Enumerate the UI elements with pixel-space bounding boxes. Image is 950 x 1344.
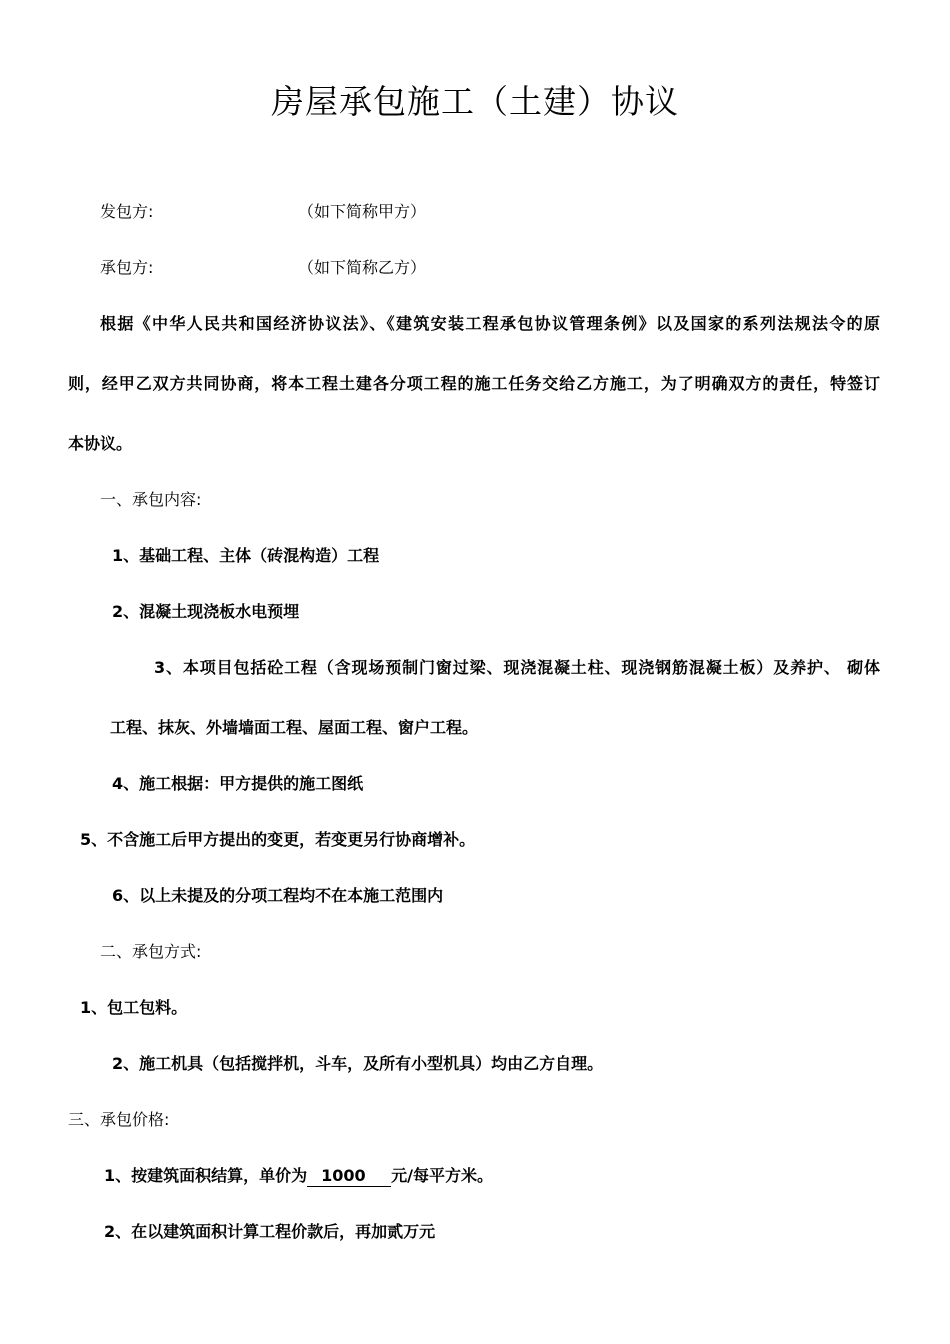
issuer-note: （如下简称甲方） <box>298 202 427 221</box>
issuer-label: 发包方: <box>100 202 154 221</box>
section-1-item-4: 4、施工根据：甲方提供的施工图纸 <box>112 774 364 793</box>
section-1-item-5: 5、不含施工后甲方提出的变更，若变更另行协商增补。 <box>80 830 476 849</box>
section-1-item-3: 3、本项目包括砼工程（含现场预制门窗过梁、现浇混凝土柱、现浇钢筋混凝土板）及养护、 砌体 <box>154 658 880 677</box>
section-3-heading: 三、承包价格: <box>68 1110 170 1129</box>
section-1-heading: 一、承包内容: <box>100 490 202 509</box>
section-1-item-2: 2、混凝土现浇板水电预埋 <box>112 602 300 621</box>
section-2-item-2: 2、施工机具（包括搅拌机，斗车，及所有小型机具）均由乙方自理。 <box>112 1054 604 1073</box>
section-3-item-1 <box>104 1164 493 1188</box>
price-suffix: 元/每平方米。 <box>391 1166 493 1185</box>
preamble-line-3: 本协议。 <box>68 434 133 453</box>
contractor-label: 承包方: <box>100 258 154 277</box>
section-2-item-1: 1、包工包料。 <box>80 998 188 1017</box>
document-title: 房屋承包施工（土建）协议 <box>271 82 679 121</box>
unit-price-field: 1000 <box>307 1166 391 1187</box>
section-2-heading: 二、承包方式: <box>100 942 202 961</box>
section-1-item-1: 1、基础工程、主体（砖混构造）工程 <box>112 546 380 565</box>
preamble-line-2: 则，经甲乙双方共同协商，将本工程土建各分项工程的施工任务交给乙方施工，为了明确双方的责任，特签订 <box>68 374 880 393</box>
contractor-note: （如下简称乙方） <box>298 258 427 277</box>
section-1-item-3-continued: 工程、抹灰、外墙墙面工程、屋面工程、窗户工程。 <box>110 718 479 737</box>
price-prefix: 1、按建筑面积结算，单价为 <box>104 1166 308 1185</box>
section-1-item-6: 6、以上未提及的分项工程均不在本施工范围内 <box>112 886 444 905</box>
preamble-line-1: 根据《中华人民共和国经济协议法》、《建筑安装工程承包协议管理条例》以及国家的系列法规法令的原 <box>100 314 880 333</box>
section-3-item-2: 2、在以建筑面积计算工程价款后，再加贰万元 <box>104 1222 436 1241</box>
